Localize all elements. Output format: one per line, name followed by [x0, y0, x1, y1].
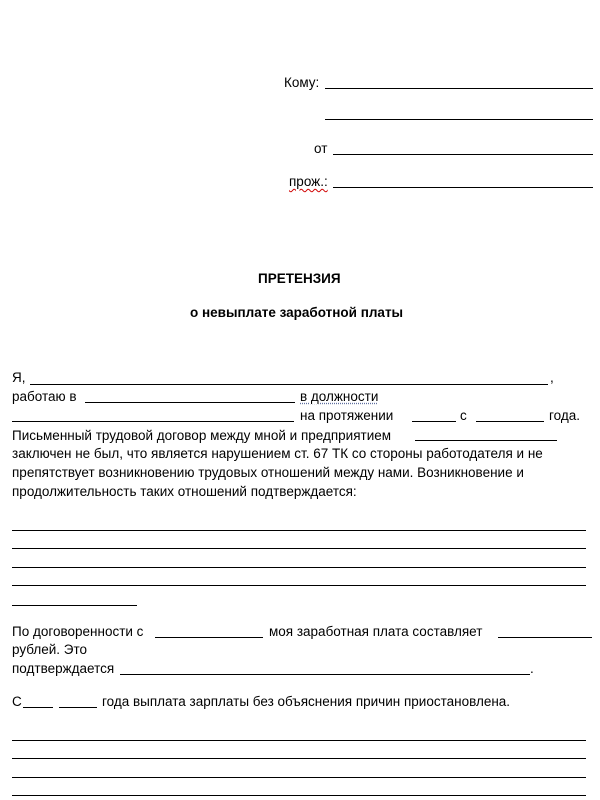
position-label: в должности	[300, 389, 379, 404]
details-field-line-4[interactable]	[12, 795, 586, 796]
during-label: на протяжении	[300, 408, 394, 423]
confirmed-label: подтверждается	[12, 661, 115, 676]
i-label: Я,	[12, 370, 26, 385]
from-field-line[interactable]	[333, 154, 593, 155]
confirmed-end: .	[530, 661, 534, 676]
details-field-line-1[interactable]	[12, 740, 586, 741]
i-comma: ,	[550, 370, 554, 385]
stop-year-field-line[interactable]	[59, 707, 97, 708]
evidence-field-line-3[interactable]	[12, 567, 586, 568]
years-dot-label: года.	[549, 408, 580, 423]
contract-line-2: заключен не был, что является нарушением ст. 67 ТК со стороны работодателя и не	[12, 446, 543, 461]
page-title: ПРЕТЕНЗИЯ	[258, 271, 341, 286]
work-at-label: работаю в	[12, 389, 77, 404]
agreement-date-field-line[interactable]	[155, 637, 263, 638]
c-prefix: С	[12, 694, 22, 709]
evidence-field-line-4[interactable]	[12, 585, 586, 586]
confirmed-by-field-line[interactable]	[120, 674, 530, 675]
evidence-field-line-2[interactable]	[12, 548, 586, 549]
salary-label: моя заработная плата составляет	[269, 624, 483, 639]
page-subtitle: о невыплате заработной платы	[190, 305, 404, 320]
evidence-field-line-5[interactable]	[12, 605, 137, 606]
from-label: от	[314, 141, 328, 156]
stop-date-field-line[interactable]	[23, 707, 53, 708]
to-label: Кому:	[284, 75, 320, 90]
residing-field-line[interactable]	[333, 187, 593, 188]
residing-label: прож.:	[289, 174, 328, 189]
to-field-line-2[interactable]	[325, 119, 593, 120]
contract-line-4: продолжительность таких отношений подтверждается:	[12, 484, 357, 499]
start-year-field-line[interactable]	[476, 421, 544, 422]
position-field-line[interactable]	[12, 421, 294, 422]
contract-line-1: Письменный трудовой договор между мной и предприятием	[12, 428, 392, 443]
contract-line-3: препятствует возникновению трудовых отношений между нами. Возникновение и	[12, 465, 524, 480]
rubles-line: рублей. Это	[12, 642, 88, 657]
duration-field-line[interactable]	[412, 421, 456, 422]
name-field-line[interactable]	[30, 384, 548, 385]
agreement-prefix: По договоренности с	[12, 624, 144, 639]
details-field-line-2[interactable]	[12, 758, 586, 759]
enterprise-field-line[interactable]	[415, 440, 557, 441]
workplace-field-line[interactable]	[85, 402, 295, 403]
evidence-field-line-1[interactable]	[12, 530, 586, 531]
payments-stopped-text: года выплата зарплаты без объяснения причин приостановлена.	[102, 694, 511, 709]
to-field-line-1[interactable]	[325, 88, 593, 89]
from-c-label: с	[460, 408, 467, 423]
details-field-line-3[interactable]	[12, 777, 586, 778]
salary-amount-field-line[interactable]	[498, 637, 592, 638]
